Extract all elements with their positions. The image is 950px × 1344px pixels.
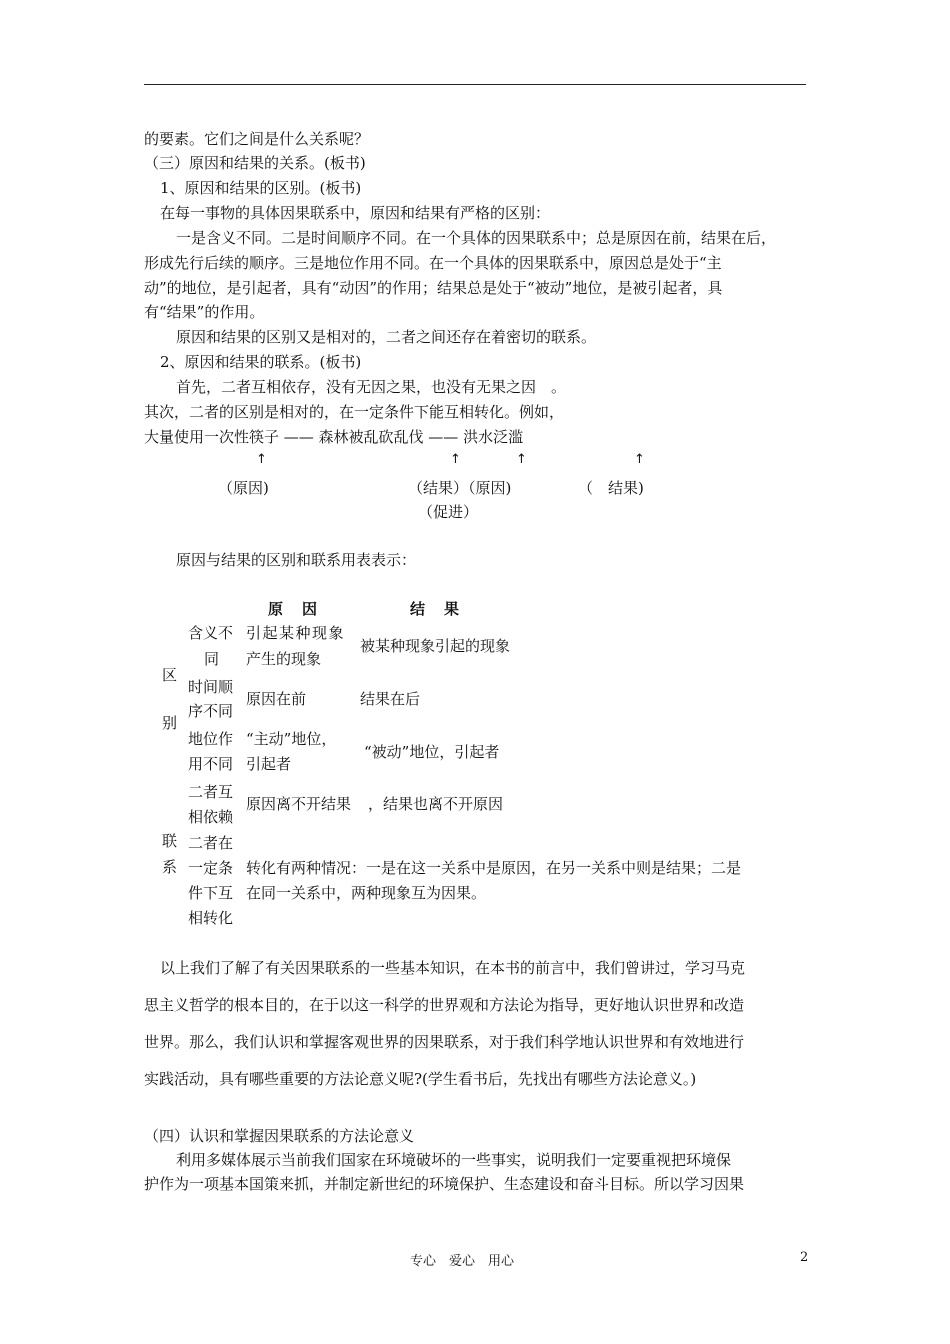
group-label-link: 联 [162, 832, 178, 850]
chain-label: （ 结果) [578, 479, 644, 497]
row-label: 序不同 [188, 702, 234, 720]
up-arrow-icon: ↑ [256, 452, 267, 467]
table-header-effect: 结 果 [410, 600, 462, 618]
text-line: 一是含义不同。二是时间顺序不同。在一个具体的因果联系中；总是原因在前，结果在后， [176, 229, 777, 247]
chain-label: （促进） [418, 503, 479, 521]
text-line: 有“结果”的作用。 [144, 303, 265, 321]
cause-cell: 产生的现象 [246, 650, 322, 668]
row-label: 相转化 [188, 909, 234, 927]
up-arrow-icon: ↑ [634, 452, 645, 467]
cause-cell: “主动”地位， [246, 730, 337, 748]
group-label-link: 系 [162, 858, 178, 876]
row-label: 同 [204, 650, 220, 668]
effect-cell: “被动”地位，引起者 [364, 743, 500, 761]
page-number: 2 [800, 1250, 809, 1265]
group-label-diff: 区 [162, 666, 178, 684]
row-label: 二者在 [188, 834, 234, 852]
row-label: 一定条 [188, 859, 234, 877]
link-cell: 转化有两种情况：一是在这一关系中是原因，在另一关系中则是结果；二是 [246, 859, 742, 877]
text-line: 思主义哲学的根本目的，在于以这一科学的世界观和方法论为指导，更好地认识世界和改造 [144, 996, 745, 1014]
footer-motto: 专心 爱心 用心 [410, 1254, 515, 1269]
chain-line: 大量使用一次性筷子 —— 森林被乱砍乱伐 —— 洪水泛滥 [144, 428, 524, 446]
text-line: 其次，二者的区别是相对的，在一定条件下能互相转化。例如， [144, 403, 565, 421]
chain-label: （原因) [218, 479, 269, 497]
text-line: 护作为一项基本国策来抓，并制定新世纪的环境保护、生态建设和奋斗目标。所以学习因果 [144, 1175, 745, 1193]
cause-cell: 原因离不开结果 [246, 795, 352, 813]
row-label: 相依赖 [188, 808, 234, 826]
up-arrow-icon: ↑ [516, 452, 527, 467]
text-line: 首先，二者互相依存，没有无因之果，也没有无果之因 。 [176, 378, 567, 396]
text-line: 原因与结果的区别和联系用表表示： [176, 551, 417, 569]
text-line: 以上我们了解了有关因果联系的一些基本知识，在本书的前言中，我们曾讲过，学习马克 [160, 959, 746, 977]
row-label: 含义不 [188, 624, 234, 642]
row-label: 时间顺 [188, 678, 234, 696]
text-line: 动”的地位，是引起者，具有“动因”的作用；结果总是处于“被动”地位，是被引起者，具 [144, 279, 723, 297]
table-header-cause: 原 因 [268, 600, 320, 618]
row-label: 用不同 [188, 755, 234, 773]
row-label: 地位作 [188, 730, 234, 748]
chain-label: （结果）（原因) [408, 479, 512, 497]
link-cell: 在同一关系中，两种现象互为因果。 [246, 884, 487, 902]
group-label-diff: 别 [162, 714, 178, 732]
text-line: 在每一事物的具体因果联系中，原因和结果有严格的区别： [160, 204, 551, 222]
header-rule [144, 84, 806, 85]
text-line: 世界。那么，我们认识和掌握客观世界的因果联系，对于我们科学地认识世界和有效地进行 [144, 1033, 745, 1051]
effect-cell: ，结果也离不开原因 [368, 795, 504, 813]
text-line: 形成先行后续的顺序。三是地位作用不同。在一个具体的因果联系中，原因总是处于“主 [144, 254, 722, 272]
text-line: 实践活动，具有哪些重要的方法论意义呢?(学生看书后，先找出有哪些方法论意义。) [144, 1070, 697, 1088]
section-heading: （四）认识和掌握因果联系的方法论意义 [144, 1127, 415, 1145]
section-heading: （三）原因和结果的关系。(板书) [144, 154, 366, 172]
subheading: 2、原因和结果的联系。(板书) [160, 353, 362, 371]
cause-cell: 引起某种现象 [246, 624, 346, 642]
cause-cell: 引起者 [246, 755, 292, 773]
subheading: 1、原因和结果的区别。(板书) [160, 179, 362, 197]
row-label: 二者互 [188, 783, 234, 801]
effect-cell: 被某种现象引起的现象 [360, 637, 511, 655]
text-line: 原因和结果的区别又是相对的，二者之间还存在着密切的联系。 [176, 328, 597, 346]
text-line: 利用多媒体展示当前我们国家在环境破坏的一些事实，说明我们一定要重视把环境保 [176, 1151, 732, 1169]
effect-cell: 结果在后 [360, 690, 421, 708]
text-line: 的要素。它们之间是什么关系呢？ [144, 130, 370, 148]
up-arrow-icon: ↑ [450, 452, 461, 467]
cause-cell: 原因在前 [246, 690, 307, 708]
row-label: 件下互 [188, 884, 234, 902]
